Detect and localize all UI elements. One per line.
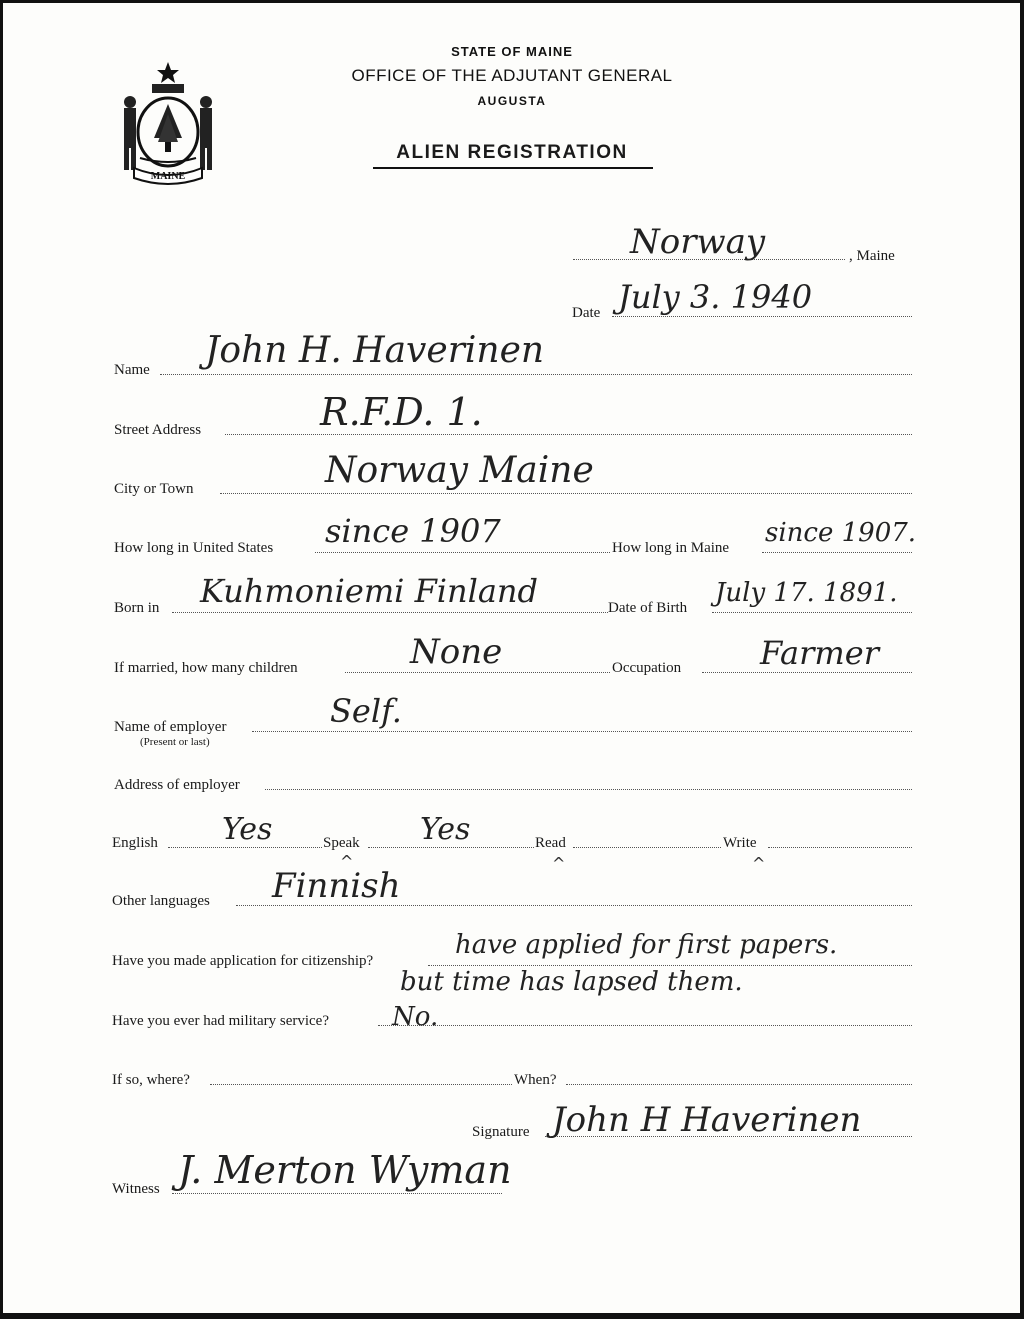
signature-value: John H Haverinen: [552, 1100, 862, 1140]
city-line: [220, 493, 912, 494]
occupation-line: [702, 672, 912, 673]
how-long-maine-value: since 1907.: [765, 518, 917, 548]
other-languages-value: Finnish: [272, 866, 401, 906]
if-so-where-line: [210, 1084, 512, 1085]
english-value: Yes: [222, 812, 273, 847]
military-label: Have you ever had military service?: [112, 1013, 329, 1029]
scan-border-bottom: [0, 1313, 1024, 1319]
city-value: Norway Maine: [325, 450, 594, 491]
scan-border-left: [0, 0, 3, 1319]
witness-label: Witness: [112, 1181, 160, 1197]
read-caret-mark: ^: [552, 854, 566, 873]
when-line: [566, 1084, 912, 1085]
header-office: OFFICE OF THE ADJUTANT GENERAL: [351, 66, 673, 85]
employer-address-line: [265, 789, 912, 790]
date-label: Date: [572, 305, 601, 321]
occupation-label: Occupation: [612, 660, 682, 676]
occupation-value: Farmer: [760, 634, 879, 672]
street-line: [225, 434, 912, 435]
born-in-value: Kuhmoniemi Finland: [200, 572, 539, 610]
street-value: R.F.D. 1.: [320, 390, 483, 434]
citizenship-value-line1: have applied for first papers.: [455, 930, 838, 960]
scan-border-top: [0, 0, 1024, 3]
date-line: [612, 316, 912, 317]
name-value: John H. Haverinen: [205, 330, 545, 371]
dob-value: July 17. 1891.: [715, 578, 898, 608]
born-in-line: [172, 612, 608, 613]
city-label: City or Town: [114, 481, 194, 497]
how-long-us-line: [315, 552, 610, 553]
if-so-where-label: If so, where?: [112, 1072, 190, 1088]
citizenship-line: [428, 965, 912, 966]
children-value: None: [410, 632, 503, 672]
english-label: English: [112, 835, 158, 851]
dob-line: [712, 612, 912, 613]
other-languages-label: Other languages: [112, 893, 210, 909]
citizenship-value-line2: but time has lapsed them.: [400, 967, 743, 997]
write-label: Write: [723, 835, 757, 851]
location-suffix: , Maine: [849, 248, 895, 264]
speak-value: Yes: [420, 812, 471, 847]
date-value: July 3. 1940: [618, 278, 813, 316]
name-label: Name: [114, 362, 150, 378]
speak-line: [368, 847, 534, 848]
how-long-us-value: since 1907: [325, 512, 501, 550]
english-line: [168, 847, 322, 848]
read-line: [573, 847, 721, 848]
name-line: [160, 374, 912, 375]
employer-line: [252, 731, 912, 732]
form-title: ALIEN REGISTRATION: [396, 142, 628, 163]
header-state: STATE OF MAINE: [451, 44, 573, 59]
children-line: [345, 672, 610, 673]
dob-label: Date of Birth: [608, 600, 688, 616]
employer-value: Self.: [330, 692, 402, 730]
seal-text: MAINE: [150, 171, 186, 182]
signature-label: Signature: [472, 1124, 530, 1140]
speak-caret-mark: ^: [340, 852, 354, 871]
how-long-maine-line: [762, 552, 912, 553]
speak-label: Speak: [323, 835, 360, 851]
employer-address-label: Address of employer: [114, 777, 240, 793]
born-in-label: Born in: [114, 600, 160, 616]
read-label: Read: [535, 835, 566, 851]
military-line: [378, 1025, 912, 1026]
citizenship-label: Have you made application for citizenship?: [112, 953, 374, 969]
header-city: AUGUSTA: [477, 94, 547, 108]
write-caret-mark: ^: [752, 854, 766, 873]
scan-border-right: [1020, 0, 1024, 1319]
write-line: [768, 847, 912, 848]
when-label: When?: [514, 1072, 557, 1088]
how-long-maine-label: How long in Maine: [612, 540, 730, 556]
employer-label: Name of employer: [114, 719, 227, 735]
children-label: If married, how many children: [114, 660, 298, 676]
location-value: Norway: [630, 222, 766, 262]
witness-value: J. Merton Wyman: [178, 1148, 512, 1192]
military-value: No.: [392, 1002, 439, 1032]
title-underline: [373, 167, 653, 169]
how-long-us-label: How long in United States: [114, 540, 274, 556]
employer-sublabel: (Present or last): [140, 736, 210, 748]
witness-line: [172, 1193, 502, 1194]
street-label: Street Address: [114, 422, 202, 438]
